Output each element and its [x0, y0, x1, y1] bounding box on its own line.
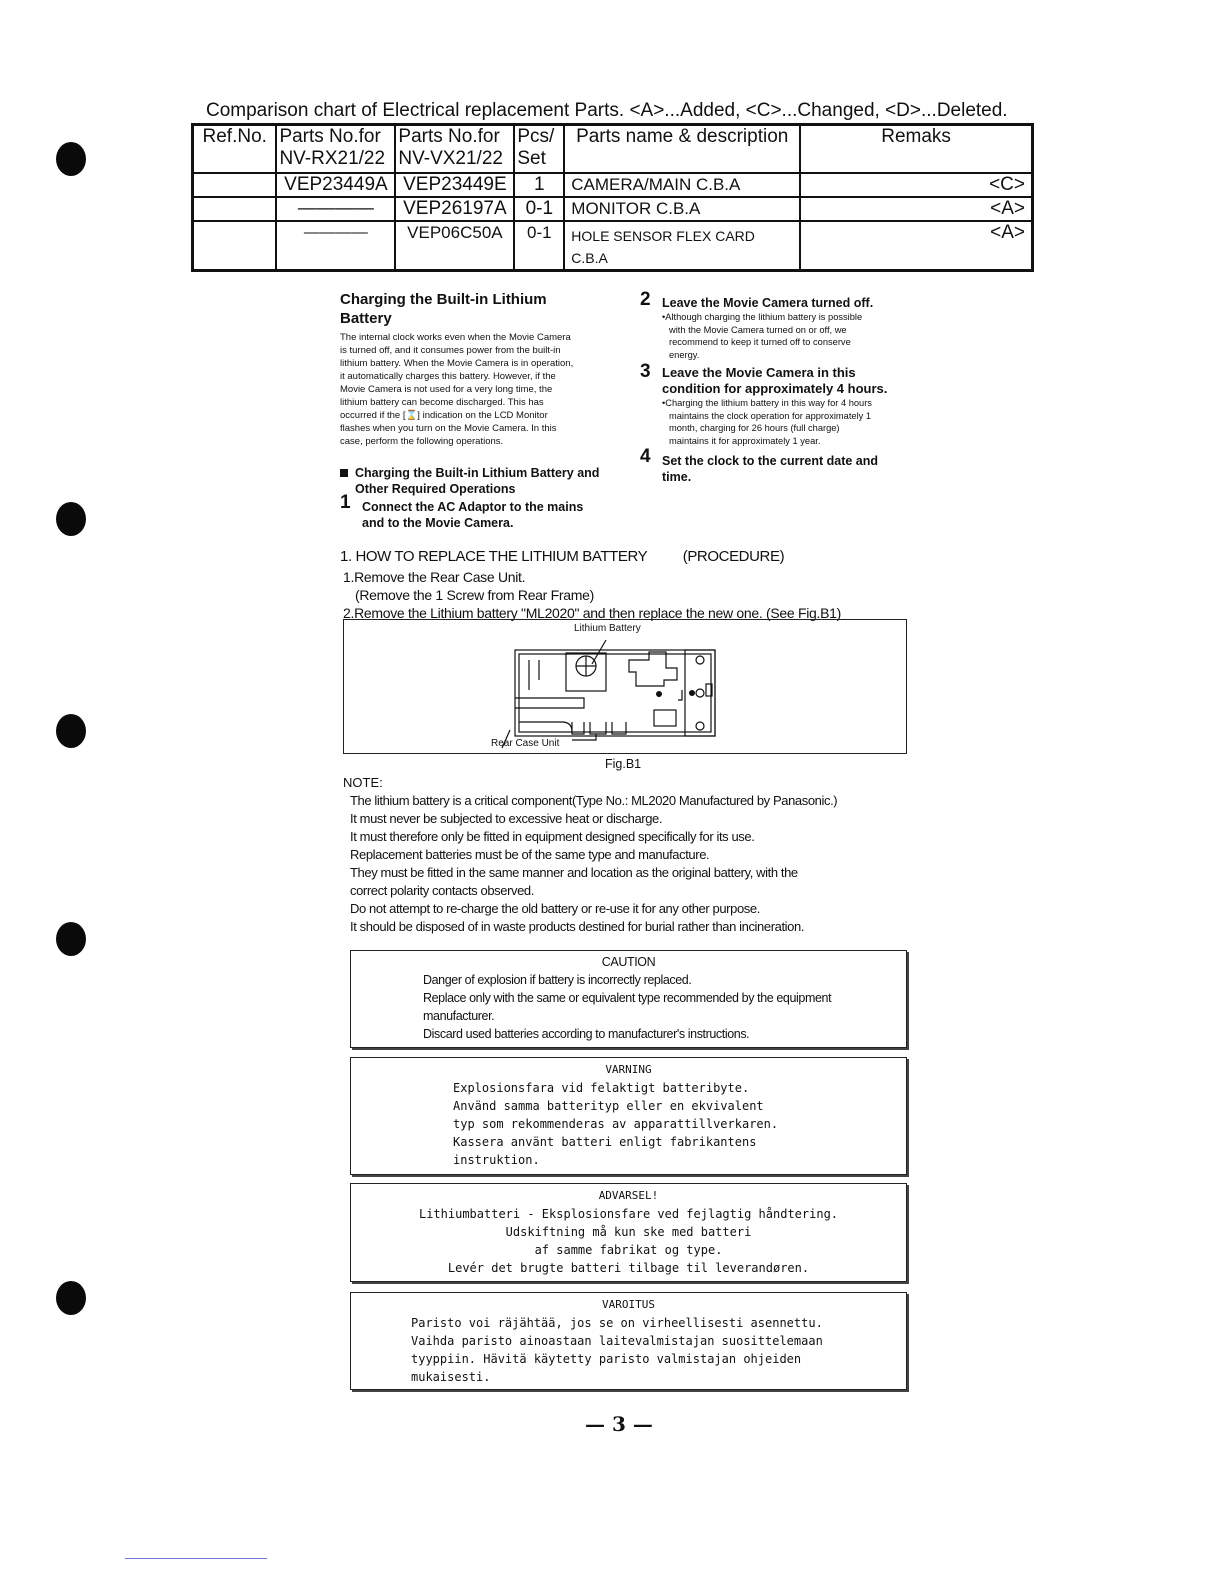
varning-line: Använd samma batterityp eller en ekvivalent — [453, 1099, 764, 1113]
step-1-line2: and to the Movie Camera. — [362, 516, 514, 530]
step-2 — [640, 289, 920, 361]
charging-subheading-line2: Other Required Operations — [355, 482, 516, 496]
table-header-row — [193, 125, 1033, 173]
advarsel-body — [351, 1205, 906, 1277]
varoitus-title: VAROITUS — [602, 1298, 655, 1311]
binder-hole-1 — [56, 142, 86, 176]
caution-title: CAUTION — [601, 955, 656, 969]
header-vx — [395, 125, 514, 173]
charging-body-line: is turned off, and it consumes power from the built-in — [340, 345, 561, 356]
cell-remarks: <A> — [800, 197, 1032, 221]
step-3-note-line: month, charging for 26 hours (full charge) — [669, 423, 840, 433]
step-4-number: 4 — [640, 446, 651, 467]
cell-remarks: <C> — [800, 173, 1032, 197]
procedure-line-2: (Remove the 1 Screw from Rear Frame) — [355, 587, 594, 603]
varoitus-line: Paristo voi räjähtää, jos se on virheellisesti asennettu. — [411, 1316, 823, 1330]
procedure-title-text: 1. HOW TO REPLACE THE LITHIUM BATTERY — [340, 548, 647, 565]
caution-line: Discard used batteries according to manufacturer's instructions. — [423, 1027, 750, 1041]
step-4-line2: time. — [662, 470, 692, 484]
step-3-title — [662, 365, 920, 397]
charging-heading-line1: Charging the Built-in Lithium — [340, 291, 547, 308]
step-3 — [640, 361, 920, 447]
varning-line: Kassera använt batteri enligt fabrikantens — [453, 1135, 757, 1149]
cell-rx: VEP23449A — [276, 173, 395, 197]
cell-ref — [193, 173, 277, 197]
step-2-title: Leave the Movie Camera turned off. — [662, 296, 874, 310]
circuit-board-drawing — [344, 620, 906, 753]
note-line: The lithium battery is a critical component(Type No.: ML2020 Manufactured by Panasonic.) — [350, 793, 838, 808]
chart-title: Comparison chart of Electrical replacement Parts. <A>...Added, <C>...Changed, <D>...Deleted. — [206, 100, 1008, 121]
charging-subheading — [340, 465, 620, 497]
cell-vx: VEP26197A — [395, 197, 514, 221]
cell-pcs: 0-1 — [514, 197, 564, 221]
charging-heading — [340, 290, 620, 328]
advarsel-line: Lithiumbatteri - Eksplosionsfare ved fejlagtig håndtering. — [418, 1207, 839, 1221]
caution-line: Replace only with the same or equivalent type recommended by the equipment — [423, 991, 832, 1005]
step-3-note-line: •Charging the lithium battery in this way for 4 hours — [662, 398, 872, 408]
charging-body-line: flashes when you turn on the Movie Camera. In this — [340, 423, 557, 434]
advarsel-box — [350, 1183, 907, 1282]
step-1 — [340, 492, 620, 531]
charging-subheading-line1: Charging the Built-in Lithium Battery and — [355, 466, 600, 480]
header-rx-line2: NV-RX21/22 — [279, 148, 386, 169]
note-line: It must therefore only be fitted in equipment designed specifically for its use. — [350, 829, 755, 844]
cell-ref — [193, 197, 277, 221]
caution-line: Danger of explosion if battery is incorrectly replaced. — [423, 973, 692, 987]
procedure-line-1: 1.Remove the Rear Case Unit. — [343, 569, 526, 585]
step-2-note-line: recommend to keep it turned off to conserve — [669, 337, 851, 347]
varoitus-line: mukaisesti. — [411, 1370, 491, 1384]
cell-pcs: 1 — [514, 173, 564, 197]
varning-box — [350, 1057, 907, 1175]
note-body — [350, 792, 950, 936]
varoitus-line: tyyppiin. Hävitä käytetty paristo valmistajan ohjeiden — [411, 1352, 802, 1366]
varning-line: instruktion. — [453, 1153, 540, 1167]
procedure-title-suffix: (PROCEDURE) — [682, 548, 785, 565]
square-bullet-icon — [340, 469, 348, 477]
cell-ref — [193, 221, 277, 271]
note-line: correct polarity contacts observed. — [350, 883, 534, 898]
procedure-section — [340, 548, 1040, 622]
caution-body — [351, 971, 906, 1043]
step-3-note-line: maintains the clock operation for approximately 1 — [669, 410, 872, 421]
header-vx-line1: Parts No.for — [398, 126, 500, 147]
step-3-line1: Leave the Movie Camera in this — [662, 365, 856, 380]
binder-hole-3 — [56, 714, 86, 748]
varning-title: VARNING — [605, 1063, 652, 1076]
figure-caption: Fig.B1 — [605, 757, 642, 771]
charging-body-line: The internal clock works even when the Movie Camera — [340, 332, 571, 343]
step-2-number: 2 — [640, 289, 651, 310]
step-2-note-line: energy. — [669, 349, 700, 360]
procedure-line-3: 2.Remove the Lithium battery "ML2020" and then replace the new one. (See Fig.B1) — [343, 605, 842, 621]
header-pcs-line2: Set — [517, 148, 546, 169]
note-heading: NOTE: — [343, 775, 383, 790]
charging-heading-line2: Battery — [340, 310, 392, 327]
step-1-number: 1 — [340, 492, 351, 513]
advarsel-line: Levér det brugte batteri tilbage til leverandøren. — [447, 1261, 810, 1275]
table-row — [193, 221, 1033, 271]
cell-name: MONITOR C.B.A — [564, 197, 800, 221]
table-row — [193, 197, 1033, 221]
header-ref: Ref.No. — [193, 125, 277, 173]
header-remarks: Remaks — [800, 125, 1032, 173]
step-2-notes — [662, 311, 920, 361]
header-pcs-line1: Pcs/ — [517, 126, 555, 147]
header-name: Parts name & description — [564, 125, 800, 173]
page-number: — 3 — — [585, 1412, 653, 1436]
note-line: Replacement batteries must be of the same type and manufacture. — [350, 847, 710, 862]
cell-name: HOLE SENSOR FLEX CARD C.B.A — [564, 221, 800, 271]
cell-name: CAMERA/MAIN C.B.A — [564, 173, 800, 197]
charging-body — [340, 331, 620, 448]
header-rx-line1: Parts No.for — [279, 126, 381, 147]
cell-remarks: <A> — [800, 221, 1032, 271]
cell-rx: ———— — [276, 197, 395, 221]
charging-body-line: Movie Camera is not used for a very long time, the — [340, 384, 553, 395]
label-rear-case-unit: Rear Case Unit — [491, 738, 560, 749]
bottom-divider-line — [125, 1558, 267, 1559]
binder-hole-2 — [56, 502, 86, 536]
parts-table — [191, 123, 1034, 272]
caution-line: manufacturer. — [423, 1009, 495, 1023]
step-3-notes — [662, 397, 920, 447]
charging-body-line: lithium battery. When the Movie Camera is in operation, — [340, 358, 574, 369]
note-line: They must be fitted in the same manner and location as the original battery, with the — [350, 865, 798, 880]
charging-body-line: case, perform the following operations. — [340, 436, 504, 447]
note-line: It should be disposed of in waste products destined for burial rather than incineration. — [350, 919, 805, 934]
binder-hole-5 — [56, 1281, 86, 1315]
label-lithium-battery: Lithium Battery — [574, 623, 641, 634]
charging-left-column — [340, 290, 620, 531]
charging-body-line: occurred if the [⌛] indication on the LCD Monitor — [340, 410, 548, 421]
step-3-note-line: maintains it for approximately 1 year. — [669, 435, 821, 446]
step-4 — [640, 446, 920, 485]
header-pcs — [514, 125, 564, 173]
charging-right-column — [640, 289, 920, 485]
cell-vx: VEP23449E — [395, 173, 514, 197]
varning-line: Explosionsfara vid felaktigt batteribyte. — [453, 1081, 750, 1095]
header-rx — [276, 125, 395, 173]
advarsel-line: Udskiftning må kun ske med batteri — [505, 1225, 752, 1239]
advarsel-title: ADVARSEL! — [598, 1189, 659, 1202]
charging-body-line: lithium battery can become discharged. This has — [340, 397, 544, 408]
cell-pcs: 0-1 — [514, 221, 564, 271]
binder-hole-4 — [56, 922, 86, 956]
step-2-note-line: •Although charging the lithium battery is possible — [662, 312, 863, 322]
procedure-title — [340, 548, 1040, 566]
header-vx-line2: NV-VX21/22 — [398, 148, 503, 169]
varoitus-box — [350, 1292, 907, 1390]
caution-box — [350, 950, 907, 1048]
step-3-line2: condition for approximately 4 hours. — [662, 381, 888, 396]
varoitus-body — [351, 1314, 906, 1386]
table-row — [193, 173, 1033, 197]
note-line: It must never be subjected to excessive heat or discharge. — [350, 811, 663, 826]
figure-b1-frame — [343, 619, 907, 754]
step-2-note-line: with the Movie Camera turned on or off, we — [669, 324, 847, 335]
charging-body-line: it automatically charges this battery. However, if the — [340, 371, 556, 382]
varoitus-line: Vaihda paristo ainoastaan laitevalmistajan suosittelemaan — [411, 1334, 823, 1348]
cell-vx: VEP06C50A — [395, 221, 514, 271]
varning-line: typ som rekommenderas av apparattillverkaren. — [453, 1117, 779, 1131]
varning-body — [351, 1079, 906, 1169]
step-1-line1: Connect the AC Adaptor to the mains — [362, 500, 584, 514]
note-line: Do not attempt to re-charge the old battery or re-use it for any other purpose. — [350, 901, 760, 916]
step-4-line1: Set the clock to the current date and — [662, 454, 879, 468]
step-3-number: 3 — [640, 361, 651, 382]
cell-rx: ———— — [276, 221, 395, 271]
advarsel-line: af samme fabrikat og type. — [534, 1243, 723, 1257]
